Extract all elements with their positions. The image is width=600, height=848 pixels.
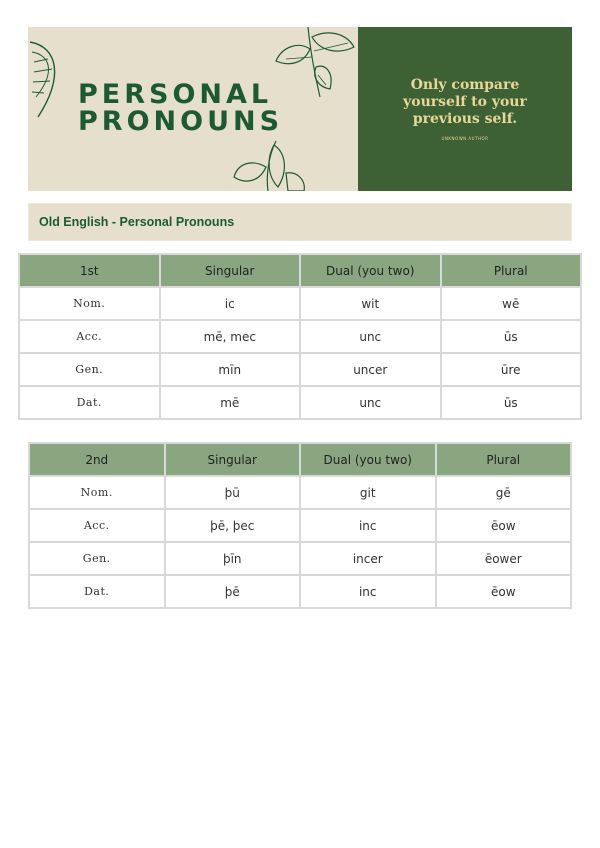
table-cell: ūs [441, 386, 582, 419]
banner-title-line1: PERSONAL [78, 79, 273, 110]
table-cell: Dat. [19, 386, 160, 419]
table-header-row [29, 443, 571, 476]
table-cell: uncer [300, 353, 441, 386]
table-row [19, 320, 581, 353]
banner-quote-author: UNKNOWN AUTHOR [441, 136, 489, 141]
subtitle-text: Old English - Personal Pronouns [39, 215, 235, 229]
table-cell: mē [160, 386, 301, 419]
table-row [29, 542, 571, 575]
table-cell: Acc. [19, 320, 160, 353]
table-header-cell: Singular [160, 254, 301, 287]
table-cell: inc [300, 509, 436, 542]
banner-quote: Only compare yourself to your previous self. [403, 77, 527, 127]
table-cell: unc [300, 320, 441, 353]
table-cell: mē, mec [160, 320, 301, 353]
banner-title-panel [28, 27, 358, 191]
table-header-cell: 1st [19, 254, 160, 287]
table-cell: Gen. [29, 542, 165, 575]
header-banner [28, 27, 572, 191]
table-cell: ēower [436, 542, 572, 575]
table-cell: mīn [160, 353, 301, 386]
table-cell: þū [165, 476, 301, 509]
table-cell: þē, þec [165, 509, 301, 542]
table-cell: ēow [436, 509, 572, 542]
table-cell: incer [300, 542, 436, 575]
second-person-table [28, 442, 572, 609]
table-cell: unc [300, 386, 441, 419]
table-cell: git [300, 476, 436, 509]
table-cell: ic [160, 287, 301, 320]
banner-quote-panel [358, 27, 572, 191]
banner-title [78, 81, 283, 135]
table-cell: þīn [165, 542, 301, 575]
table-cell: Nom. [29, 476, 165, 509]
table-cell: inc [300, 575, 436, 608]
table-cell: Acc. [29, 509, 165, 542]
table-cell: gē [436, 476, 572, 509]
table-cell: Gen. [19, 353, 160, 386]
table-row [29, 575, 571, 608]
table-header-cell: 2nd [29, 443, 165, 476]
table-header-cell: Singular [165, 443, 301, 476]
table-cell: wit [300, 287, 441, 320]
leaf-decoration-left-icon [28, 37, 68, 127]
table-header-cell: Dual (you two) [300, 254, 441, 287]
table-row [29, 476, 571, 509]
table-cell: þē [165, 575, 301, 608]
table-row [19, 353, 581, 386]
table-header-cell: Dual (you two) [300, 443, 436, 476]
table-header-cell: Plural [436, 443, 572, 476]
table-cell: wē [441, 287, 582, 320]
table-row [19, 386, 581, 419]
banner-title-line2: PRONOUNS [78, 106, 284, 137]
first-person-table [18, 253, 582, 420]
table-row [29, 509, 571, 542]
table-cell: Dat. [29, 575, 165, 608]
table-row [19, 287, 581, 320]
table-cell: ēow [436, 575, 572, 608]
table-cell: ūre [441, 353, 582, 386]
table-cell: Nom. [19, 287, 160, 320]
table-cell: ūs [441, 320, 582, 353]
leaf-decoration-bottom-icon [228, 137, 318, 191]
table-header-row [19, 254, 581, 287]
subtitle-bar [28, 203, 572, 241]
table-header-cell: Plural [441, 254, 582, 287]
